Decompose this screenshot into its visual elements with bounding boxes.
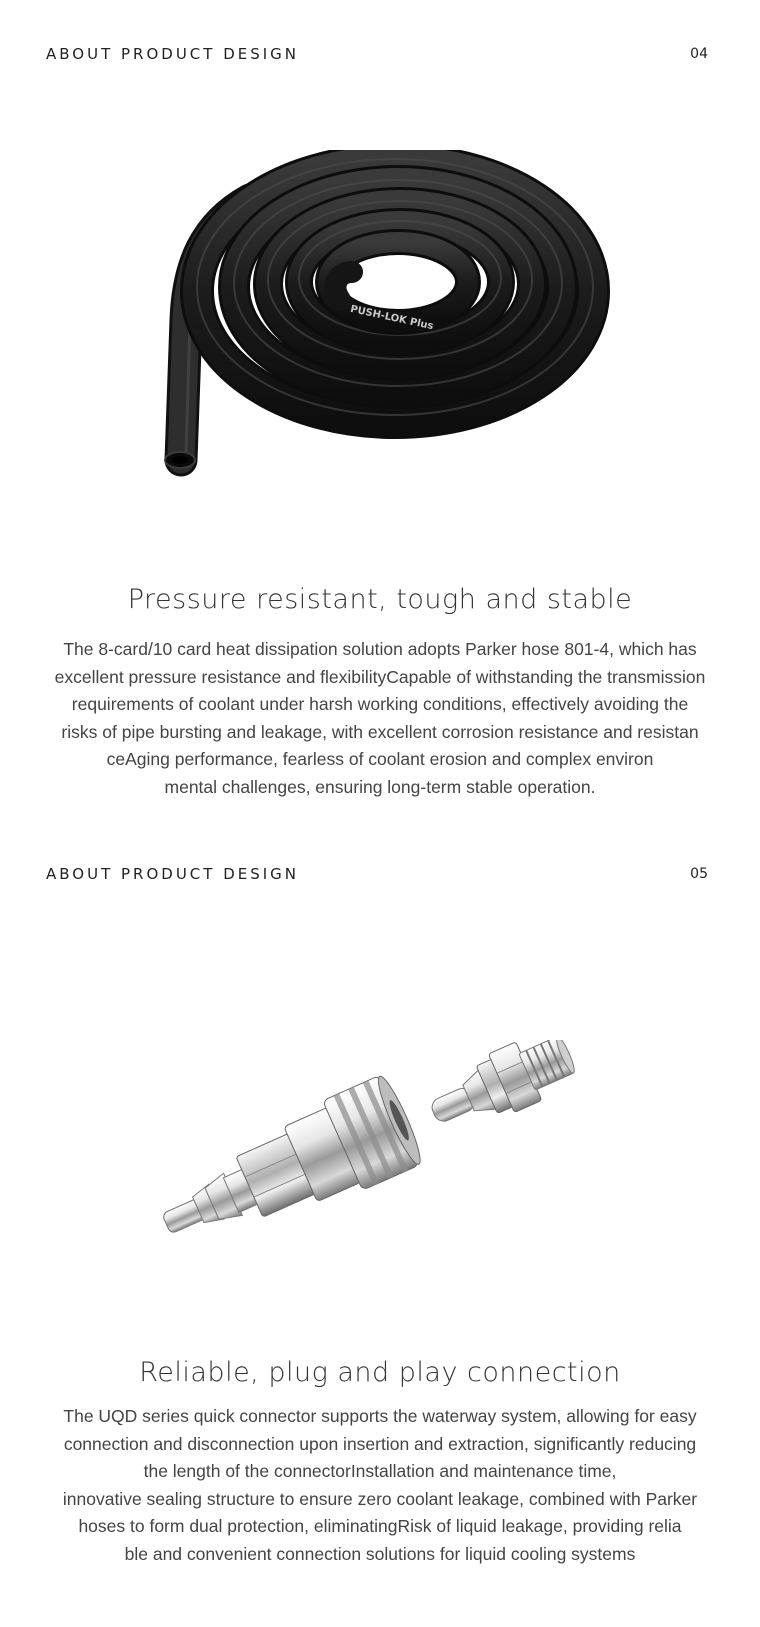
body-line: the length of the connectorInstallation and maintenance time, [143, 1461, 617, 1482]
section-title: Pressure resistant, tough and stable [127, 584, 633, 615]
quick-connector-image [0, 1040, 760, 1270]
body-line: innovative sealing structure to ensure zero coolant leakage, combined with Parker [62, 1488, 698, 1509]
section-number: 05 [690, 866, 708, 882]
section-body-04 [20, 636, 740, 802]
section-label: ABOUT PRODUCT DESIGN [46, 45, 300, 63]
section-body-05 [20, 1403, 740, 1569]
coiled-hose-image [0, 150, 760, 480]
body-line: The UQD series quick connector supports the waterway system, allowing for easy [63, 1406, 697, 1426]
body-line: ceAging performance, fearless of coolant erosion and complex environ [106, 749, 654, 770]
section-label: ABOUT PRODUCT DESIGN [46, 865, 300, 883]
section-header-05 [46, 864, 706, 884]
section-title: Reliable, plug and play connection [139, 1357, 621, 1388]
body-line: ble and convenient connection solutions for liquid cooling systems [124, 1543, 636, 1564]
section-header-04 [46, 44, 706, 64]
body-line: connection and disconnection upon insertion and extraction, significantly reducing [63, 1433, 697, 1454]
body-line: requirements of coolant under harsh working conditions, effectively avoiding the [71, 694, 689, 715]
body-line: The 8-card/10 card heat dissipation solution adopts Parker hose 801-4, which has [63, 639, 697, 659]
body-line: hoses to form dual protection, eliminatingRisk of liquid leakage, providing relia [78, 1516, 682, 1537]
section-number: 04 [690, 46, 708, 62]
body-line: risks of pipe bursting and leakage, with excellent corrosion resistance and resistan [61, 721, 699, 742]
hose-print-text: PUSH-LOK Plus [349, 303, 435, 333]
body-line: excellent pressure resistance and flexibilityCapable of withstanding the transmission [54, 666, 706, 687]
body-line: mental challenges, ensuring long-term stable operation. [164, 776, 596, 797]
